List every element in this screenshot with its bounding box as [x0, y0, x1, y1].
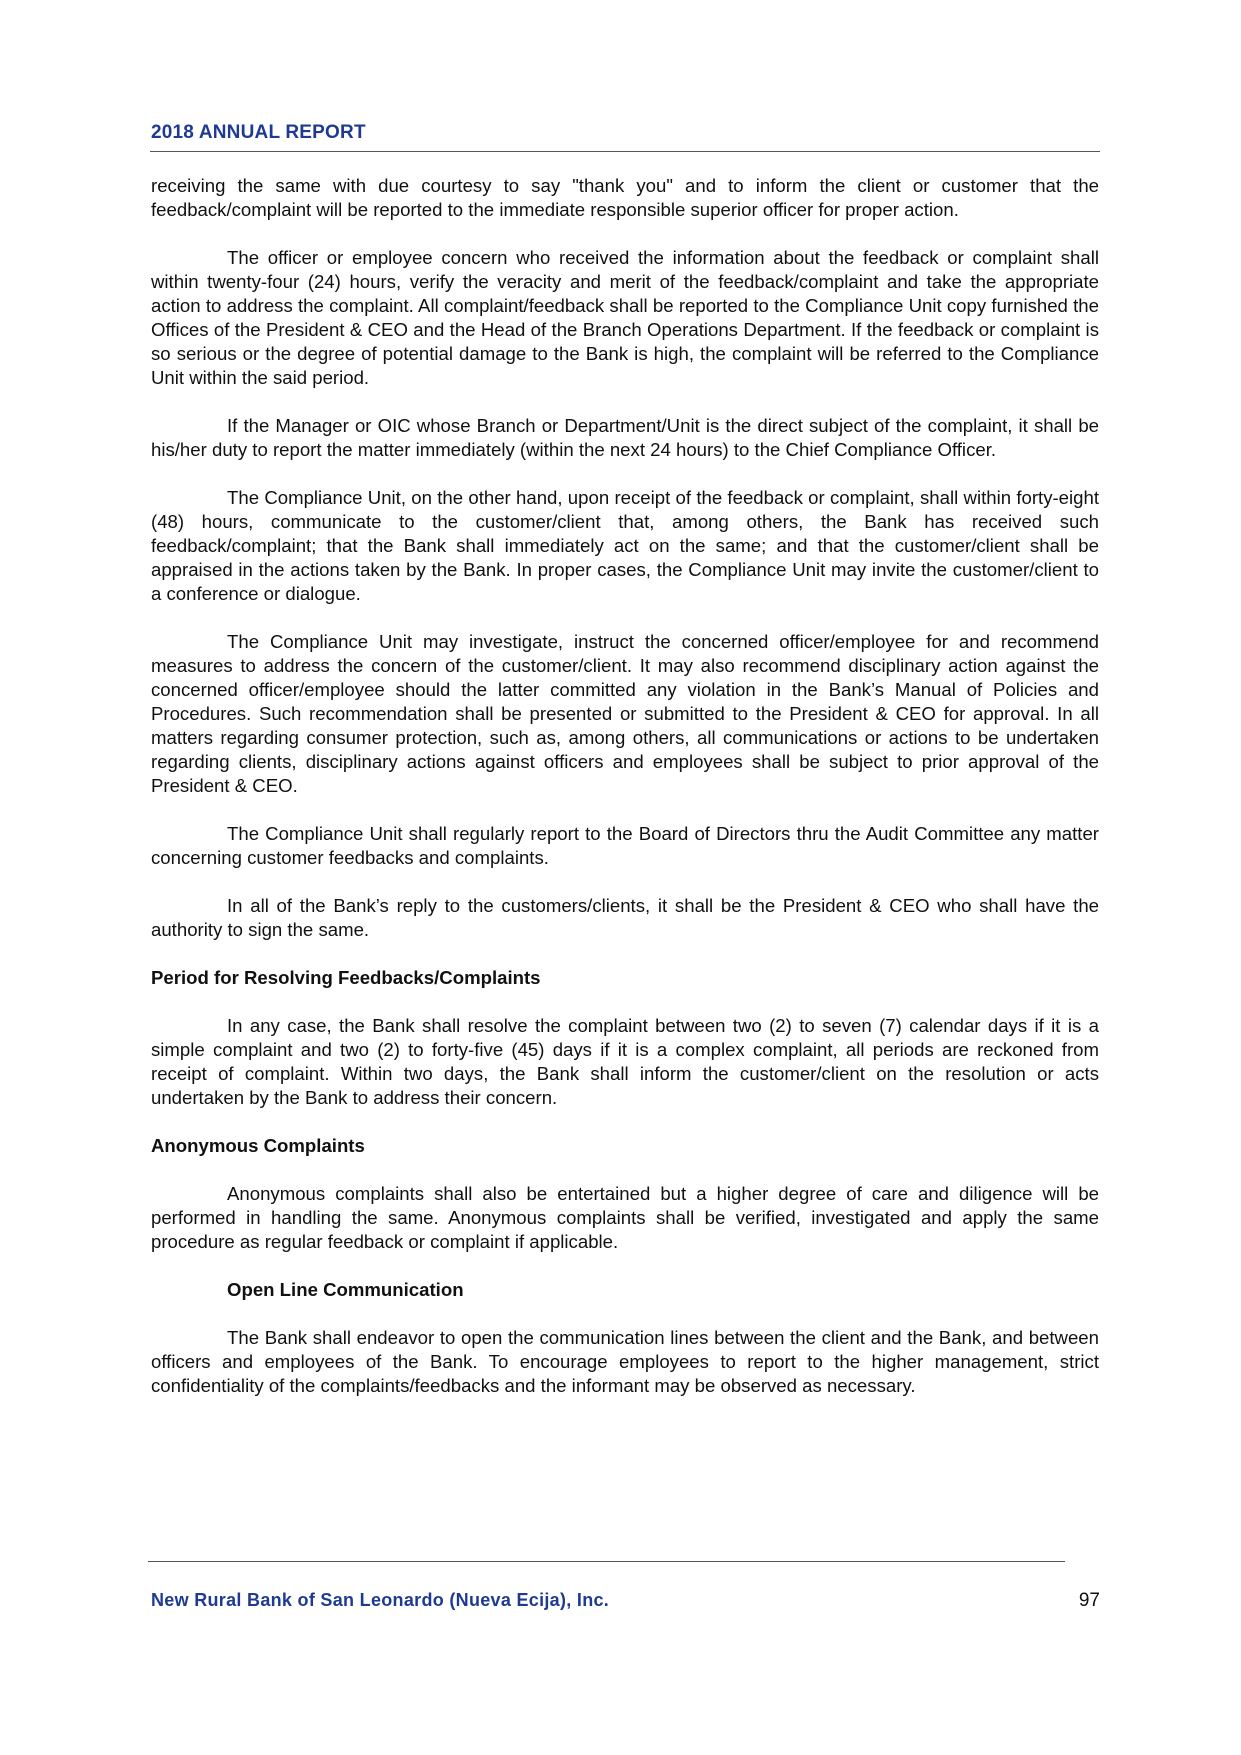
section-heading-period: Period for Resolving Feedbacks/Complaints: [151, 967, 541, 988]
paragraph-4: The Compliance Unit, on the other hand, upon receipt of the feedback or complaint, shall within forty-eight (48) hours, communicate to the customer/client that, among others, the Bank has received such feedback/complaint; that the Bank shall immediately act on the same; and that the customer/client shall be appraised in the actions taken by the Bank. In proper cases, the Compliance Unit may invite the customer/client to a conference or dialogue.: [151, 487, 1099, 604]
paragraph-3: If the Manager or OIC whose Branch or Department/Unit is the direct subject of the complaint, it shall be his/her duty to report the matter immediately (within the next 24 hours) to the Chief Compliance Officer.: [151, 415, 1099, 460]
paragraph-5: The Compliance Unit may investigate, instruct the concerned officer/employee for and recommend measures to address the concern of the customer/client. It may also recommend disciplinary action against the concerned officer/employee should the latter committed any violation in the Bank’s Manual of Policies and Procedures. Such recommendation shall be presented or submitted to the President & CEO for approval. In all matters regarding consumer protection, such as, among others, all communications or actions to be undertaken regarding clients, disciplinary actions against officers and employees shall be subject to prior approval of the President & CEO.: [151, 631, 1099, 796]
section-heading-open-line: Open Line Communication: [227, 1279, 464, 1300]
section-heading-anonymous: Anonymous Complaints: [151, 1135, 365, 1156]
paragraph-9: Anonymous complaints shall also be entertained but a higher degree of care and diligence will be performed in handling the same. Anonymous complaints shall be verified, investigated and apply the same procedure as regular feedback or complaint if applicable.: [151, 1183, 1099, 1252]
footer-organization: New Rural Bank of San Leonardo (Nueva Ecija), Inc.: [151, 1590, 610, 1610]
paragraph-2: The officer or employee concern who received the information about the feedback or complaint shall within twenty-four (24) hours, verify the veracity and merit of the feedback/complaint and take the appropriate action to address the complaint. All complaint/feedback shall be reported to the Compliance Unit copy furnished the Offices of the President & CEO and the Head of the Branch Operations Department. If the feedback or complaint is so serious or the degree of potential damage to the Bank is high, the complaint will be referred to the Compliance Unit within the said period.: [151, 247, 1099, 388]
header-divider: [150, 151, 1100, 152]
page-number: 97: [1078, 1590, 1100, 1611]
paragraph-7: In all of the Bank’s reply to the customers/clients, it shall be the President & CEO who shall have the authority to sign the same.: [151, 895, 1099, 940]
body-content: [151, 174, 1099, 1422]
paragraph-10: The Bank shall endeavor to open the communication lines between the client and the Bank, and between officers and employees of the Bank. To encourage employees to report to the higher management, strict confidentiality of the complaints/feedbacks and the informant may be observed as necessary.: [151, 1327, 1099, 1396]
paragraph-6: The Compliance Unit shall regularly report to the Board of Directors thru the Audit Committee any matter concerning customer feedbacks and complaints.: [151, 823, 1099, 868]
report-header-title: 2018 ANNUAL REPORT: [151, 122, 366, 143]
paragraph-8: In any case, the Bank shall resolve the complaint between two (2) to seven (7) calendar days if it is a simple complaint and two (2) to forty-five (45) days if it is a complex complaint, all periods are reckoned from receipt of complaint. Within two days, the Bank shall inform the customer/client on the resolution or acts undertaken by the Bank to address their concern.: [151, 1015, 1099, 1108]
footer-divider: [148, 1561, 1065, 1562]
paragraph-1: receiving the same with due courtesy to say "thank you" and to inform the client or customer that the feedback/complaint will be reported to the immediate responsible superior officer for proper action.: [151, 175, 1099, 220]
